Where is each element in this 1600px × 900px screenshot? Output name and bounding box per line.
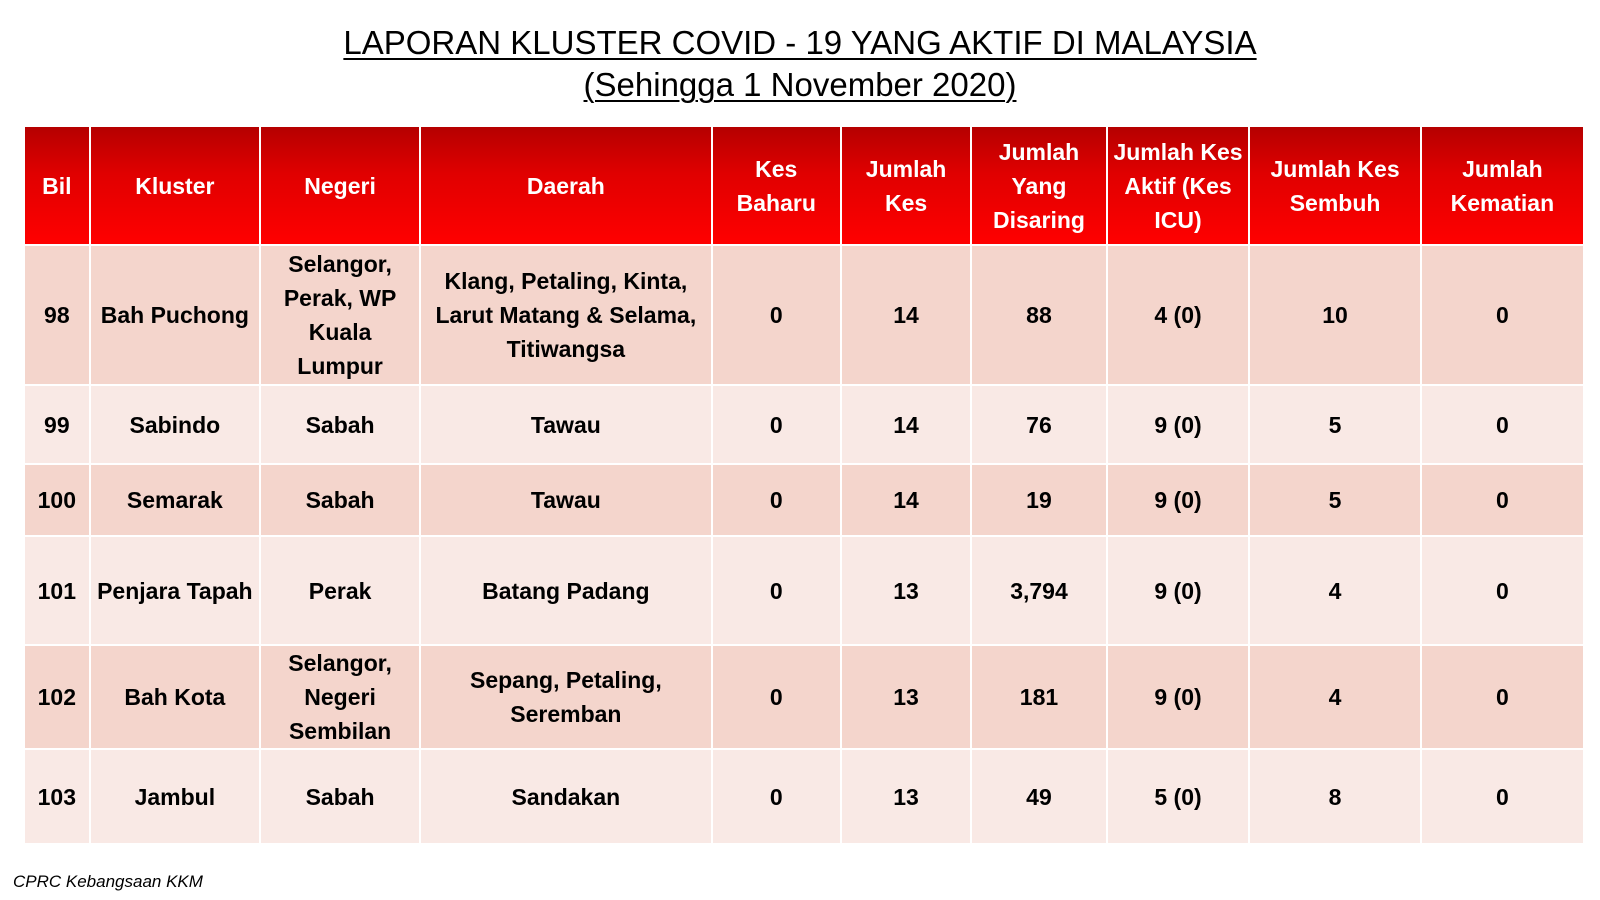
cell-kes-baharu: 0 xyxy=(712,536,841,645)
header-negeri: Negeri xyxy=(260,126,420,245)
cell-daerah: Batang Padang xyxy=(420,536,711,645)
cell-kes-sembuh: 4 xyxy=(1249,645,1420,749)
header-bil: Bil xyxy=(24,126,90,245)
header-jumlah-kes: Jumlah Kes xyxy=(841,126,971,245)
cell-negeri: Sabah xyxy=(260,385,420,464)
cell-kes-aktif: 9 (0) xyxy=(1107,645,1250,749)
cell-jumlah-disaring: 3,794 xyxy=(971,536,1106,645)
header-jumlah-kes-aktif: Jumlah Kes Aktif (Kes ICU) xyxy=(1107,126,1250,245)
cell-kes-baharu: 0 xyxy=(712,645,841,749)
table-row xyxy=(24,385,1584,464)
cell-kes-sembuh: 8 xyxy=(1249,749,1420,844)
cell-kluster: Bah Kota xyxy=(90,645,260,749)
cell-kluster: Sabindo xyxy=(90,385,260,464)
cell-bil: 98 xyxy=(24,245,90,385)
table-row xyxy=(24,464,1584,536)
header-kluster: Kluster xyxy=(90,126,260,245)
table-header-row xyxy=(24,126,1584,245)
cell-bil: 102 xyxy=(24,645,90,749)
cell-daerah: Tawau xyxy=(420,464,711,536)
cell-kematian: 0 xyxy=(1421,464,1584,536)
cell-kes-baharu: 0 xyxy=(712,385,841,464)
cell-kes-aktif: 9 (0) xyxy=(1107,536,1250,645)
cell-kluster: Jambul xyxy=(90,749,260,844)
cell-kes-baharu: 0 xyxy=(712,464,841,536)
cell-bil: 101 xyxy=(24,536,90,645)
header-jumlah-kematian: Jumlah Kematian xyxy=(1421,126,1584,245)
cell-jumlah-kes: 14 xyxy=(841,464,971,536)
cell-kematian: 0 xyxy=(1421,245,1584,385)
cell-jumlah-disaring: 49 xyxy=(971,749,1106,844)
cell-jumlah-kes: 14 xyxy=(841,245,971,385)
cell-daerah: Tawau xyxy=(420,385,711,464)
cell-negeri: Sabah xyxy=(260,464,420,536)
cell-kes-aktif: 5 (0) xyxy=(1107,749,1250,844)
cell-bil: 103 xyxy=(24,749,90,844)
source-footer: CPRC Kebangsaan KKM xyxy=(13,872,203,891)
report-title xyxy=(0,22,1600,106)
cell-kes-sembuh: 4 xyxy=(1249,536,1420,645)
table-row xyxy=(24,749,1584,844)
header-jumlah-kes-sembuh: Jumlah Kes Sembuh xyxy=(1249,126,1420,245)
header-kes-baharu: Kes Baharu xyxy=(712,126,841,245)
cell-jumlah-kes: 14 xyxy=(841,385,971,464)
table-row xyxy=(24,645,1584,749)
cell-jumlah-kes: 13 xyxy=(841,749,971,844)
cell-jumlah-disaring: 88 xyxy=(971,245,1106,385)
title-line-2: (Sehingga 1 November 2020) xyxy=(583,66,1017,103)
cell-kematian: 0 xyxy=(1421,385,1584,464)
header-daerah: Daerah xyxy=(420,126,711,245)
cell-daerah: Klang, Petaling, Kinta, Larut Matang & Selama, Titiwangsa xyxy=(420,245,711,385)
cell-kematian: 0 xyxy=(1421,536,1584,645)
cell-kluster: Bah Puchong xyxy=(90,245,260,385)
header-jumlah-disaring: Jumlah Yang Disaring xyxy=(971,126,1106,245)
cell-daerah: Sepang, Petaling, Seremban xyxy=(420,645,711,749)
cell-kluster: Semarak xyxy=(90,464,260,536)
cell-negeri: Selangor, Negeri Sembilan xyxy=(260,645,420,749)
cell-negeri: Perak xyxy=(260,536,420,645)
cell-daerah: Sandakan xyxy=(420,749,711,844)
cell-jumlah-disaring: 76 xyxy=(971,385,1106,464)
cell-kluster: Penjara Tapah xyxy=(90,536,260,645)
cell-kes-aktif: 9 (0) xyxy=(1107,464,1250,536)
cell-kes-baharu: 0 xyxy=(712,245,841,385)
cell-kes-aktif: 4 (0) xyxy=(1107,245,1250,385)
cell-negeri: Selangor, Perak, WP Kuala Lumpur xyxy=(260,245,420,385)
cell-bil: 99 xyxy=(24,385,90,464)
cell-kes-aktif: 9 (0) xyxy=(1107,385,1250,464)
cell-bil: 100 xyxy=(24,464,90,536)
title-line-1: LAPORAN KLUSTER COVID - 19 YANG AKTIF DI MALAYSIA xyxy=(343,24,1257,61)
cell-jumlah-kes: 13 xyxy=(841,536,971,645)
cluster-table xyxy=(23,125,1585,845)
cell-kes-sembuh: 10 xyxy=(1249,245,1420,385)
cell-jumlah-kes: 13 xyxy=(841,645,971,749)
cell-kematian: 0 xyxy=(1421,645,1584,749)
cell-kes-baharu: 0 xyxy=(712,749,841,844)
cell-jumlah-disaring: 181 xyxy=(971,645,1106,749)
cell-jumlah-disaring: 19 xyxy=(971,464,1106,536)
cell-kes-sembuh: 5 xyxy=(1249,385,1420,464)
cell-kematian: 0 xyxy=(1421,749,1584,844)
table-row xyxy=(24,536,1584,645)
table-row xyxy=(24,245,1584,385)
cell-negeri: Sabah xyxy=(260,749,420,844)
cell-kes-sembuh: 5 xyxy=(1249,464,1420,536)
